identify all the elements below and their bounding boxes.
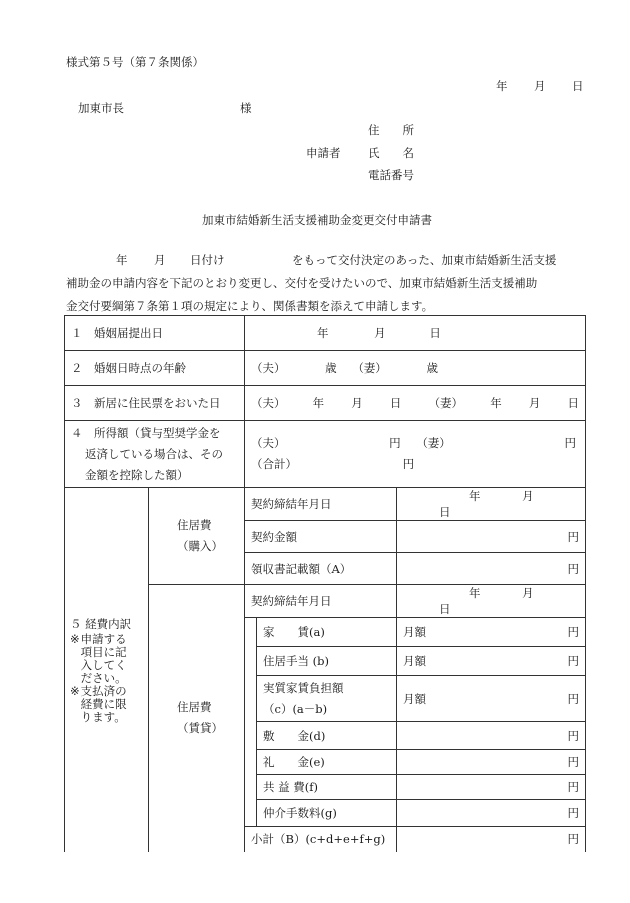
rent-amount-yen: 円 bbox=[567, 625, 580, 639]
age-wife-label: （妻） bbox=[352, 361, 387, 375]
housing-allowance-label: 住居手当 (b) bbox=[257, 647, 397, 676]
actual-rent-unit: 月額 bbox=[403, 691, 426, 706]
agent-fee-field[interactable] bbox=[397, 800, 586, 827]
common-fee-yen: 円 bbox=[567, 780, 580, 794]
rent-contract-date-field[interactable] bbox=[397, 585, 586, 618]
note2-line1: 支払済の bbox=[80, 683, 127, 698]
residence-wife-label: （妻） bbox=[428, 396, 464, 410]
marriage-date-day: 日 bbox=[429, 326, 441, 340]
document-title: 加東市結婚新生活支援補助金変更交付申請書 bbox=[202, 213, 432, 227]
rent-label bbox=[149, 585, 245, 852]
purchase-amount-field[interactable] bbox=[397, 521, 586, 553]
agent-fee-yen: 円 bbox=[567, 806, 580, 820]
housing-allowance-field[interactable] bbox=[397, 647, 586, 676]
purchase-receipt-field[interactable] bbox=[397, 553, 586, 585]
income-total-label: （合計） bbox=[251, 457, 297, 471]
deposit-label: 敷 金(d) bbox=[257, 722, 397, 750]
intro-line2: 補助金の申請内容を下記のとおり変更し、交付を受けたいので、加東市結婚新生活支援補助 bbox=[66, 276, 538, 290]
residence-wife-day: 日 bbox=[567, 396, 579, 410]
actual-rent-label-line1: 実質家賃負担額 bbox=[263, 680, 344, 695]
income-label-line3: 金額を控除した額） bbox=[85, 467, 189, 482]
rent-label-line2: （賃貸） bbox=[177, 721, 223, 736]
purchase-contract-date-field[interactable] bbox=[397, 488, 586, 521]
row-income bbox=[65, 421, 586, 488]
intro-day: 日付け bbox=[190, 253, 225, 267]
row-age bbox=[65, 351, 586, 386]
income-label bbox=[65, 421, 245, 488]
deposit-field[interactable] bbox=[397, 722, 586, 750]
applicant-name-label: 氏 名 bbox=[368, 146, 414, 160]
date-day-label: 日 bbox=[572, 79, 584, 93]
purchase-label-line2: （購入） bbox=[177, 539, 223, 553]
income-field[interactable] bbox=[245, 421, 586, 488]
expense-section-title: ５ 経費内訳 bbox=[70, 616, 132, 631]
rent-contract-day: 日 bbox=[439, 602, 451, 616]
addressee-honorific: 様 bbox=[240, 101, 252, 115]
deposit-yen: 円 bbox=[567, 728, 580, 743]
age-husband-label: （夫） bbox=[251, 361, 286, 375]
marriage-date-field[interactable] bbox=[245, 316, 586, 351]
note1-line3: 入してく bbox=[80, 657, 127, 672]
date-year-label: 年 bbox=[496, 79, 508, 93]
purchase-amount-label: 契約金額 bbox=[245, 521, 397, 553]
purchase-contract-day: 日 bbox=[439, 505, 451, 519]
intro-line3: 金交付要綱第７条第１項の規定により、関係書類を添えて申請します。 bbox=[66, 299, 434, 313]
purchase-receipt-label: 領収書記載額（A） bbox=[245, 553, 397, 585]
expense-section-label bbox=[65, 488, 149, 852]
rent-amount-label: 家 賃(a) bbox=[257, 618, 397, 647]
rent-amount-field[interactable] bbox=[397, 618, 586, 647]
marriage-date-label: １ 婚姻届提出日 bbox=[65, 316, 245, 351]
residence-husband-label: （夫） bbox=[251, 396, 286, 410]
actual-rent-label-line2: （c）(a－b) bbox=[263, 701, 328, 716]
purchase-label bbox=[149, 488, 245, 585]
applicant-label: 申請者 bbox=[306, 146, 341, 160]
expense-note-2 bbox=[70, 685, 143, 724]
actual-rent-field[interactable] bbox=[397, 676, 586, 722]
age-wife-unit: 歳 bbox=[426, 361, 438, 375]
note1-line4: ださい。 bbox=[80, 670, 127, 685]
actual-rent-yen: 円 bbox=[567, 691, 580, 706]
common-fee-label: 共 益 費(f) bbox=[257, 775, 397, 800]
applicant-address-label: 住 所 bbox=[368, 123, 414, 137]
residence-date-label: ３ 新居に住民票をおいた日 bbox=[65, 386, 245, 421]
purchase-label-line1: 住居費 bbox=[177, 518, 212, 532]
subtotal-label: 小計（B）(c+d+e+f+g) bbox=[245, 827, 397, 852]
age-field[interactable] bbox=[245, 351, 586, 386]
note1-line1: 申請する bbox=[80, 631, 127, 646]
note1-line2: 項目に記 bbox=[80, 644, 127, 659]
residence-wife-month: 月 bbox=[528, 396, 541, 410]
row-marriage-date bbox=[65, 316, 586, 351]
income-husband-label: （夫） bbox=[251, 436, 286, 450]
rent-items-indent bbox=[245, 618, 257, 827]
intro-month: 月 bbox=[154, 253, 166, 267]
housing-allowance-unit: 月額 bbox=[403, 654, 426, 668]
housing-allowance-yen: 円 bbox=[567, 654, 580, 668]
rent-contract-year: 年 bbox=[469, 586, 481, 600]
date-month-label: 月 bbox=[534, 79, 546, 93]
rent-label-line1: 住居費 bbox=[177, 700, 212, 715]
note1-mark: ※ bbox=[70, 631, 80, 646]
residence-wife-year: 年 bbox=[490, 396, 502, 410]
income-wife-label: （妻） bbox=[416, 436, 451, 450]
residence-date-field[interactable] bbox=[245, 386, 586, 421]
subtotal-yen: 円 bbox=[567, 832, 580, 847]
key-money-yen: 円 bbox=[567, 755, 580, 769]
actual-rent-label bbox=[257, 676, 397, 722]
purchase-receipt-yen: 円 bbox=[567, 561, 580, 576]
rent-contract-month: 月 bbox=[522, 586, 534, 600]
residence-husband-year: 年 bbox=[312, 396, 325, 410]
key-money-label: 礼 金(e) bbox=[257, 750, 397, 775]
application-table bbox=[64, 315, 586, 852]
income-label-line1: ４ 所得額（貸与型奨学金を bbox=[71, 425, 221, 440]
common-fee-field[interactable] bbox=[397, 775, 586, 800]
age-label: ２ 婚姻日時点の年齢 bbox=[65, 351, 245, 386]
agent-fee-label: 仲介手数料(g) bbox=[257, 800, 397, 827]
purchase-contract-year: 年 bbox=[469, 489, 481, 503]
applicant-phone-label: 電話番号 bbox=[368, 168, 414, 182]
form-number: 様式第５号（第７条関係） bbox=[66, 55, 204, 69]
purchase-amount-yen: 円 bbox=[567, 529, 580, 544]
marriage-date-month: 月 bbox=[374, 326, 386, 340]
purchase-contract-date-label: 契約締結年月日 bbox=[245, 488, 397, 521]
age-husband-unit: 歳 bbox=[325, 361, 337, 375]
row-residence-date bbox=[65, 386, 586, 421]
note2-line2: 経費に限 bbox=[80, 696, 127, 711]
addressee: 加東市長 bbox=[78, 101, 124, 115]
row-purchase-contract-date bbox=[65, 488, 586, 521]
note2-line3: ります。 bbox=[80, 709, 126, 724]
income-husband-yen: 円 bbox=[389, 436, 401, 450]
residence-husband-day: 日 bbox=[389, 396, 402, 410]
expense-note-1 bbox=[70, 633, 143, 685]
subtotal-field[interactable] bbox=[397, 827, 586, 852]
purchase-contract-month: 月 bbox=[522, 489, 534, 503]
rent-contract-date-label: 契約締結年月日 bbox=[245, 585, 397, 618]
intro-line1: をもって交付決定のあった、加東市結婚新生活支援 bbox=[292, 253, 557, 267]
marriage-date-year: 年 bbox=[317, 326, 329, 340]
key-money-field[interactable] bbox=[397, 750, 586, 775]
residence-husband-month: 月 bbox=[351, 396, 363, 410]
note2-mark: ※ bbox=[70, 683, 80, 698]
rent-amount-unit: 月額 bbox=[403, 625, 426, 639]
income-wife-yen: 円 bbox=[564, 436, 576, 450]
income-label-line2: 返済している場合は、その bbox=[85, 446, 223, 461]
income-total-yen: 円 bbox=[402, 457, 415, 471]
intro-year: 年 bbox=[116, 253, 128, 267]
